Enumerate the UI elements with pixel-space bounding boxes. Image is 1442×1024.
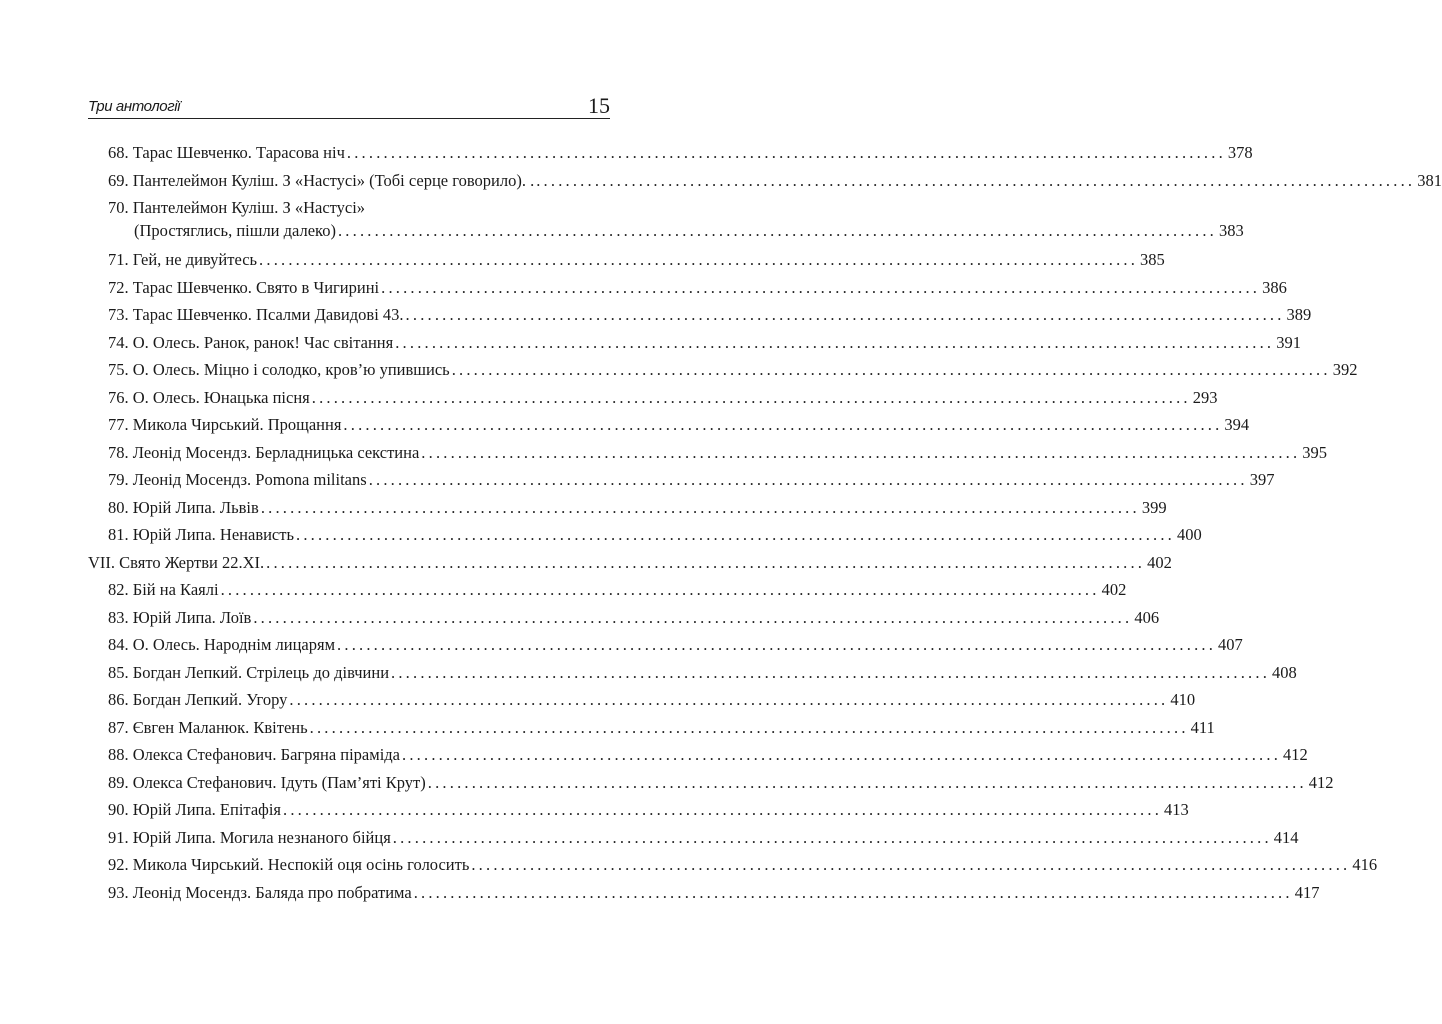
toc-entry-title: 77. Микола Чирський. Прощання xyxy=(108,415,342,434)
toc-entry-title: 74. О. Олесь. Ранок, ранок! Час світання xyxy=(108,332,394,352)
toc-entry-title: 78. Леонід Мосендз. Берладницька секстина xyxy=(108,442,420,462)
toc-entry-page: 411 xyxy=(1190,717,1215,737)
toc-entry-page: 378 xyxy=(1227,143,1253,162)
dot-leader: ........................................................................................................................ xyxy=(368,470,1248,489)
toc-entry-page: 381 xyxy=(1417,170,1442,190)
toc-entry xyxy=(88,439,1328,467)
toc-entry xyxy=(88,194,1244,246)
dot-leader: ........................................................................................................................ xyxy=(296,525,1175,544)
toc-entry xyxy=(88,494,1167,522)
dot-leader: ........................................................................................................................ xyxy=(392,827,1272,847)
toc-entry-title: 69. Пантелеймон Куліш. З «Настусі» (Тобі серце говорило). . xyxy=(108,170,535,190)
dot-leader: ........................................................................................................................ xyxy=(536,170,1416,190)
toc-entry-title: 93. Леонід Мосендз. Баляда про побратима xyxy=(108,882,412,902)
toc-entry-page: 392 xyxy=(1332,360,1358,379)
dot-leader: ........................................................................................................................ xyxy=(402,745,1282,764)
dot-leader: ........................................................................................................................ xyxy=(381,277,1261,297)
toc-entry-page: 397 xyxy=(1249,470,1275,489)
toc-entry xyxy=(88,576,1127,604)
toc-entry xyxy=(88,879,1320,907)
toc-entry-page: 417 xyxy=(1294,882,1320,902)
toc-entry-title: 83. Юрій Липа. Лоїв xyxy=(108,607,252,627)
toc-entry-title: 76. О. Олесь. Юнацька пісня xyxy=(108,387,310,407)
toc-entry-page: 383 xyxy=(1218,221,1244,240)
toc-entry xyxy=(88,167,1442,195)
toc-entry-page: 400 xyxy=(1177,525,1202,544)
toc-entry xyxy=(88,686,1196,714)
toc-entry-page: 413 xyxy=(1164,800,1189,819)
toc-entry-page: 412 xyxy=(1283,745,1308,764)
toc-entry xyxy=(88,631,1243,659)
toc-entry-page: 412 xyxy=(1308,772,1334,792)
toc-entry xyxy=(88,714,1215,742)
toc-entry-page: 414 xyxy=(1273,827,1299,847)
toc-section-heading xyxy=(88,549,1172,577)
toc-entry-title: 87. Євген Маланюк. Квітень xyxy=(108,717,308,737)
dot-leader: ........................................................................................................................ xyxy=(337,635,1217,654)
dot-leader: ........................................................................................................................ xyxy=(283,800,1163,819)
dot-leader: ........................................................................................................................ xyxy=(391,662,1271,682)
toc-entry-title: 71. Гей, не дивуйтесь xyxy=(108,250,258,269)
toc-entry xyxy=(88,851,1378,879)
toc-entry-title: VII. Свято Жертви 22.XI. xyxy=(88,552,265,572)
dot-leader: ........................................................................................................................ xyxy=(259,250,1139,269)
toc-entry-page: 406 xyxy=(1134,607,1160,627)
toc-entry-title: 91. Юрій Липа. Могила незнаного бійця xyxy=(108,827,391,847)
toc-entry-page: 394 xyxy=(1224,415,1250,434)
dot-leader: ........................................................................................................................ xyxy=(289,690,1169,709)
dot-leader: ........................................................................................................................ xyxy=(337,221,1217,240)
toc-entry-title: 70. Пантелеймон Куліш. З «Настусі» xyxy=(108,198,366,217)
dot-leader: ........................................................................................................................ xyxy=(266,552,1146,572)
toc-entry-title: 90. Юрій Липа. Епітафія xyxy=(108,800,282,819)
toc-entry-title-continuation: (Простяглись, пішли далеко) xyxy=(134,221,336,240)
toc-entry xyxy=(88,246,1165,274)
toc-entry-page: 410 xyxy=(1170,690,1196,709)
toc-entry-page: 385 xyxy=(1140,250,1165,269)
toc-entry xyxy=(88,604,1160,632)
dot-leader: ........................................................................................................................ xyxy=(405,305,1285,324)
toc-entry-title: 89. Олекса Стефанович. Ідуть (Пам’яті Крут) xyxy=(108,772,426,792)
toc-entry xyxy=(88,301,1312,329)
page-header xyxy=(88,92,610,119)
toc-entry-page: 391 xyxy=(1276,332,1301,352)
toc-entry-title: 81. Юрій Липа. Ненависть xyxy=(108,525,294,544)
toc-entry xyxy=(88,384,1218,412)
toc-entry xyxy=(88,274,1287,302)
toc-entry-page: 402 xyxy=(1147,552,1172,572)
dot-leader: ........................................................................................................................ xyxy=(309,717,1189,737)
toc-entry-page: 402 xyxy=(1101,580,1127,599)
dot-leader: ........................................................................................................................ xyxy=(311,387,1191,407)
toc-entry-title: 68. Тарас Шевченко. Тарасова ніч xyxy=(108,143,345,162)
dot-leader: ........................................................................................................................ xyxy=(395,332,1275,352)
toc-entry xyxy=(88,356,1358,384)
toc-entry-title: 80. Юрій Липа. Львів xyxy=(108,497,259,517)
toc-entry-title: 85. Богдан Лепкий. Стрілець до дівчини xyxy=(108,662,390,682)
toc-entry xyxy=(88,769,1334,797)
toc-entry xyxy=(88,466,1275,494)
running-title: Три антології xyxy=(88,98,181,115)
dot-leader: ........................................................................................................................ xyxy=(471,855,1351,874)
dot-leader: ........................................................................................................................ xyxy=(346,143,1226,162)
dot-leader: ........................................................................................................................ xyxy=(260,497,1140,517)
toc-entry xyxy=(88,139,1253,167)
toc-entry-page: 416 xyxy=(1352,855,1378,874)
page-number: 15 xyxy=(588,93,610,118)
table-of-contents xyxy=(88,139,1442,906)
toc-entry xyxy=(88,741,1308,769)
toc-entry-title: 86. Богдан Лепкий. Угору xyxy=(108,690,288,709)
toc-entry-title: 84. О. Олесь. Народнім лицарям xyxy=(108,635,336,654)
toc-entry xyxy=(88,411,1250,439)
toc-entry-page: 386 xyxy=(1262,277,1287,297)
dot-leader: ........................................................................................................................ xyxy=(451,360,1331,379)
toc-entry xyxy=(88,521,1202,549)
toc-entry-page: 407 xyxy=(1218,635,1243,654)
toc-entry-page: 389 xyxy=(1286,305,1312,324)
toc-entry-title: 73. Тарас Шевченко. Псалми Давидові 43. xyxy=(108,305,404,324)
toc-entry xyxy=(88,796,1189,824)
toc-entry-page: 293 xyxy=(1192,387,1218,407)
dot-leader: ........................................................................................................................ xyxy=(421,442,1301,462)
dot-leader: ........................................................................................................................ xyxy=(253,607,1133,627)
toc-entry-page: 395 xyxy=(1302,442,1328,462)
toc-entry-title: 75. О. Олесь. Міцно і солодко, кров’ю упившись xyxy=(108,360,450,379)
toc-entry-page: 408 xyxy=(1272,662,1297,682)
toc-entry xyxy=(88,824,1299,852)
toc-entry-title: 82. Бій на Каялі xyxy=(108,580,219,599)
toc-entry xyxy=(88,659,1297,687)
toc-entry-title: 72. Тарас Шевченко. Свято в Чигирині xyxy=(108,277,380,297)
toc-entry-page: 399 xyxy=(1141,497,1167,517)
toc-entry-title: 79. Леонід Мосендз. Pomona militans xyxy=(108,470,367,489)
dot-leader: ........................................................................................................................ xyxy=(427,772,1307,792)
dot-leader: ........................................................................................................................ xyxy=(343,415,1223,434)
dot-leader: ........................................................................................................................ xyxy=(413,882,1293,902)
toc-entry xyxy=(88,329,1301,357)
toc-entry-title: 88. Олекса Стефанович. Багряна піраміда xyxy=(108,745,401,764)
dot-leader: ........................................................................................................................ xyxy=(220,580,1100,599)
toc-entry-title: 92. Микола Чирський. Неспокій оця осінь голосить xyxy=(108,855,470,874)
